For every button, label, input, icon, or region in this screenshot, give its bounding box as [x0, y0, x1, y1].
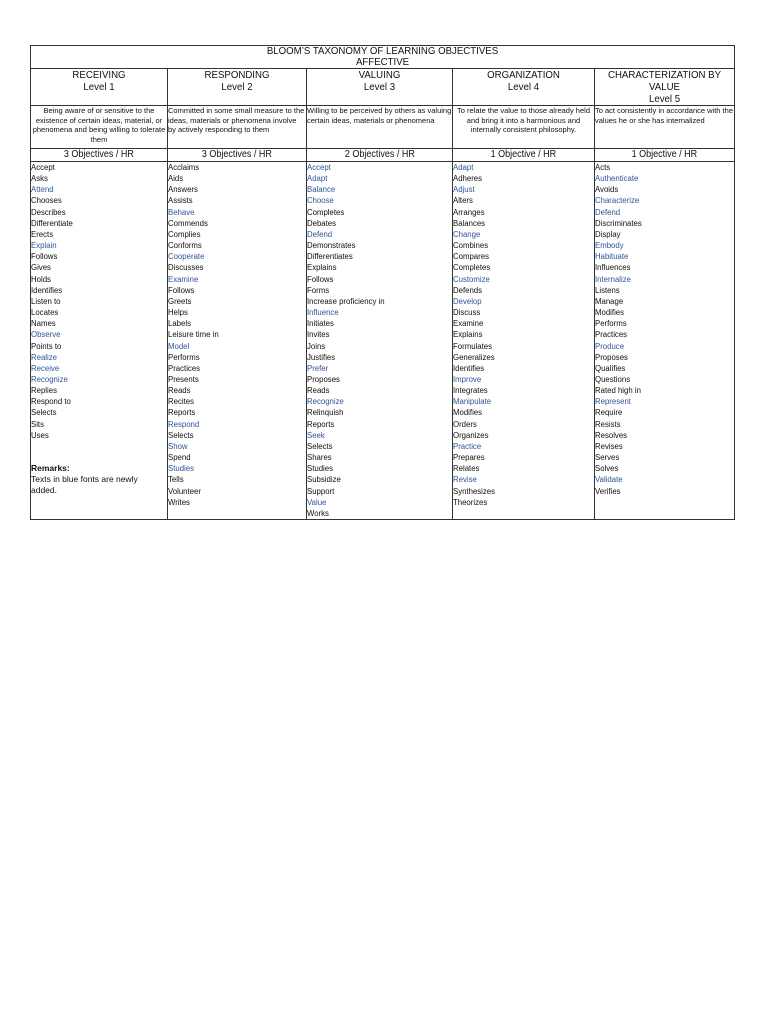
verb-item: Examine — [453, 319, 484, 329]
verb-item: Reads — [168, 386, 191, 396]
level-name: VALUING — [358, 69, 401, 81]
verb-item: Commends — [168, 218, 208, 228]
verb-item: Differentiate — [31, 218, 73, 228]
verb-item: Alters — [453, 196, 473, 206]
verb-item: Compares — [453, 252, 489, 262]
verb-item: Observe — [31, 330, 61, 340]
description-row — [31, 106, 735, 149]
verb-item: Authenticate — [595, 174, 639, 184]
verb-list-valuing — [307, 162, 453, 520]
verb-item: Explains — [453, 330, 483, 340]
verb-item: Combines — [453, 241, 489, 251]
verb-item: Conforms — [168, 241, 202, 251]
verb-item: Erects — [31, 229, 54, 239]
verb-item: Defends — [453, 285, 483, 295]
verb-item: Studies — [307, 464, 334, 474]
verb-item: Joins — [307, 341, 326, 351]
description-receiving: Being aware of or sensitive to the existence of certain ideas, material, or phenomena and being willing to tolerate them — [31, 106, 168, 149]
verb-item: Chooses — [31, 196, 62, 206]
verb-item: Value — [307, 497, 327, 507]
verb-item: Completes — [307, 207, 345, 217]
verb-item: Recognize — [31, 374, 68, 384]
objectives-count: 3 Objectives / HR — [63, 149, 135, 160]
level-number: Level 2 — [221, 81, 253, 93]
verb-list — [595, 162, 734, 497]
verb-item: Recognize — [307, 397, 344, 407]
verb-item: Modifies — [453, 408, 483, 418]
verb-item: Generalizes — [453, 352, 495, 362]
verb-item: Develop — [453, 296, 482, 306]
verb-item: Subsidize — [307, 475, 341, 485]
verb-item: Modifies — [595, 308, 625, 318]
document-title: BLOOM’S TAXONOMY OF LEARNING OBJECTIVES — [266, 45, 499, 57]
verb-item: Embody — [595, 241, 624, 251]
description-responding: Committed in some small measure to the ideas, materials or phenomena involve by actively responding to them — [168, 106, 307, 149]
verb-item: Identifies — [453, 363, 485, 373]
verb-list — [307, 162, 452, 519]
verb-item: Orders — [453, 419, 477, 429]
verb-item: Explain — [31, 241, 57, 251]
level-header-organization — [453, 69, 595, 106]
verb-item: Avoids — [595, 185, 619, 195]
verb-item: Examine — [168, 274, 199, 284]
level-header-responding — [168, 69, 307, 106]
verb-item: Attend — [31, 185, 54, 195]
verb-item: Gives — [31, 263, 51, 273]
verb-item: Spend — [168, 453, 191, 463]
verb-item: Names — [31, 319, 56, 329]
verb-item: Customize — [453, 274, 490, 284]
verb-item: Invites — [307, 330, 330, 340]
verb-item: Replies — [31, 386, 58, 396]
objectives-valuing — [307, 149, 453, 162]
verb-item: Rated high in — [595, 386, 641, 396]
verb-item: Solves — [595, 464, 619, 474]
objectives-count: 1 Objective / HR — [490, 149, 557, 160]
verb-list-characterization — [595, 162, 735, 520]
verb-list-responding — [168, 162, 307, 520]
verb-item: Uses — [31, 430, 49, 440]
remarks-label: Remarks: — [31, 462, 70, 473]
verb-item: Shares — [307, 453, 332, 463]
verb-item: Support — [307, 486, 335, 496]
verb-item: Works — [307, 508, 329, 518]
verb-item: Arranges — [453, 207, 485, 217]
verb-item: Seek — [307, 430, 325, 440]
taxonomy-document — [30, 45, 734, 520]
verb-item: Habituate — [595, 252, 629, 262]
level-name: CHARACTERIZATION BY VALUE — [607, 69, 722, 93]
verb-item: Relates — [453, 464, 480, 474]
verb-item: Manage — [595, 296, 624, 306]
level-header-characterization — [595, 69, 735, 106]
verb-list — [168, 162, 306, 508]
verb-item: Explains — [307, 263, 337, 273]
verb-item: Discusses — [168, 263, 204, 273]
verb-item: Helps — [168, 308, 188, 318]
verb-item: Acclaims — [168, 163, 200, 172]
verb-item: Acts — [595, 163, 611, 172]
taxonomy-table — [30, 45, 735, 520]
verb-item: Initiates — [307, 319, 334, 329]
verb-list — [31, 162, 167, 441]
verb-item: Selects — [307, 441, 333, 451]
verb-item: Proposes — [595, 352, 628, 362]
verb-item: Revise — [453, 475, 477, 485]
verb-item: Represent — [595, 397, 631, 407]
verb-item: Answers — [168, 185, 198, 195]
verb-item: Volunteer — [168, 486, 201, 496]
verb-item: Characterize — [595, 196, 640, 206]
verb-item: Discriminates — [595, 218, 642, 228]
verb-item: Follows — [307, 274, 334, 284]
remarks — [31, 463, 167, 496]
level-number: Level 5 — [648, 93, 681, 105]
verb-item: Verifies — [595, 486, 621, 496]
verb-item: Organizes — [453, 430, 489, 440]
verb-item: Respond — [168, 419, 200, 429]
verb-item: Holds — [31, 274, 51, 284]
verb-item: Performs — [595, 319, 627, 329]
verb-item: Influences — [595, 263, 631, 273]
verb-item: Reads — [307, 386, 330, 396]
title-row — [31, 46, 735, 69]
verb-item: Defend — [595, 207, 621, 217]
level-name: ORGANIZATION — [487, 69, 560, 81]
verb-item: Adheres — [453, 174, 483, 184]
verb-item: Discuss — [453, 308, 481, 318]
verb-item: Influence — [307, 308, 339, 318]
level-header-row — [31, 69, 735, 106]
verb-item: Differentiates — [307, 252, 353, 262]
verb-item: Presents — [168, 374, 199, 384]
verb-item: Debates — [307, 218, 337, 228]
verb-item: Reports — [307, 419, 335, 429]
level-header-receiving — [31, 69, 168, 106]
level-number: Level 4 — [507, 81, 540, 93]
verb-item: Display — [595, 229, 621, 239]
verb-item: Relinquish — [307, 408, 344, 418]
verb-item: Demonstrates — [307, 241, 356, 251]
verb-item: Aids — [168, 174, 184, 184]
verb-item: Adapt — [307, 174, 328, 184]
verb-item: Complies — [168, 229, 201, 239]
verb-item: Balance — [307, 185, 336, 195]
verb-item: Increase proficiency in — [307, 296, 385, 306]
verb-item: Greets — [168, 296, 192, 306]
description-valuing: Willing to be perceived by others as valuing certain ideas, materials or phenomena — [307, 106, 453, 149]
verb-item: Accept — [307, 163, 331, 172]
objectives-count: 3 Objectives / HR — [201, 149, 273, 160]
verb-list-organization — [453, 162, 595, 520]
verb-item: Adapt — [453, 163, 474, 172]
verb-item: Leisure time in — [168, 330, 219, 340]
verb-item: Choose — [307, 196, 334, 206]
verb-item: Show — [168, 441, 188, 451]
verb-item: Listen to — [31, 296, 61, 306]
verb-item: Performs — [168, 352, 200, 362]
title-cell — [31, 46, 735, 69]
verb-item: Asks — [31, 174, 48, 184]
verb-item: Internalize — [595, 274, 631, 284]
description-characterization: To act consistently in accordance with the values he or she has internalized — [595, 106, 735, 149]
verb-item: Follows — [31, 252, 58, 262]
verbs-row — [31, 162, 735, 520]
verb-item: Resists — [595, 419, 621, 429]
verb-item: Synthesizes — [453, 486, 496, 496]
verb-item: Improve — [453, 374, 482, 384]
objectives-receiving — [31, 149, 168, 162]
document-subtitle: AFFECTIVE — [355, 56, 410, 68]
verb-item: Validate — [595, 475, 623, 485]
verb-item: Studies — [168, 464, 195, 474]
verb-item: Points to — [31, 341, 62, 351]
verb-item: Labels — [168, 319, 191, 329]
verb-item: Cooperate — [168, 252, 205, 262]
level-name: RESPONDING — [204, 69, 270, 81]
verb-item: Require — [595, 408, 623, 418]
verb-item: Resolves — [595, 430, 628, 440]
objectives-responding — [168, 149, 307, 162]
level-name: RECEIVING — [72, 69, 126, 81]
verb-item: Theorizes — [453, 497, 488, 507]
verb-item: Revises — [595, 441, 623, 451]
verb-item: Identifies — [31, 285, 63, 295]
verb-item: Receive — [31, 363, 60, 373]
verb-item: Serves — [595, 453, 620, 463]
objectives-count: 2 Objectives / HR — [344, 149, 415, 160]
verb-item: Reports — [168, 408, 196, 418]
verb-item: Listens — [595, 285, 620, 295]
verb-item: Qualifies — [595, 363, 626, 373]
verb-item: Change — [453, 229, 481, 239]
verb-item: Assists — [168, 196, 193, 206]
verb-item: Realize — [31, 352, 58, 362]
objectives-characterization — [595, 149, 735, 162]
verb-item: Integrates — [453, 386, 488, 396]
verb-item: Completes — [453, 263, 491, 273]
objectives-organization — [453, 149, 595, 162]
verb-item: Behave — [168, 207, 195, 217]
level-number: Level 1 — [83, 81, 115, 93]
verb-item: Proposes — [307, 374, 340, 384]
verb-item: Tells — [168, 475, 184, 485]
verb-item: Justifies — [307, 352, 336, 362]
verb-item: Produce — [595, 341, 625, 351]
description-organization: To relate the value to those already held and bring it into a harmonious and internally consistent philosophy. — [453, 106, 595, 149]
verb-item: Adjust — [453, 185, 475, 195]
verb-item: Balances — [453, 218, 486, 228]
level-number: Level 3 — [363, 81, 396, 93]
verb-item: Locates — [31, 308, 59, 318]
verb-item: Selects — [31, 408, 57, 418]
verb-item: Defend — [307, 229, 333, 239]
remarks-text: Texts in blue fonts are newly added. — [31, 473, 138, 495]
objectives-count: 1 Objective / HR — [631, 149, 698, 160]
verb-item: Questions — [595, 374, 631, 384]
verb-item: Model — [168, 341, 190, 351]
verb-list-receiving — [31, 162, 168, 520]
objectives-row — [31, 149, 735, 162]
verb-item: Formulates — [453, 341, 492, 351]
verb-item: Prefer — [307, 363, 329, 373]
verb-item: Writes — [168, 497, 190, 507]
verb-item: Describes — [31, 207, 66, 217]
verb-item: Forms — [307, 285, 330, 295]
verb-item: Accept — [31, 163, 55, 172]
level-header-valuing — [307, 69, 453, 106]
verb-item: Practice — [453, 441, 482, 451]
verb-item: Practices — [168, 363, 201, 373]
verb-item: Recites — [168, 397, 194, 407]
verb-item: Follows — [168, 285, 195, 295]
verb-item: Prepares — [453, 453, 485, 463]
verb-item: Selects — [168, 430, 194, 440]
verb-item: Respond to — [31, 397, 71, 407]
verb-item: Practices — [595, 330, 628, 340]
verb-item: Sits — [31, 419, 44, 429]
verb-list — [453, 162, 594, 508]
verb-item: Manipulate — [453, 397, 492, 407]
